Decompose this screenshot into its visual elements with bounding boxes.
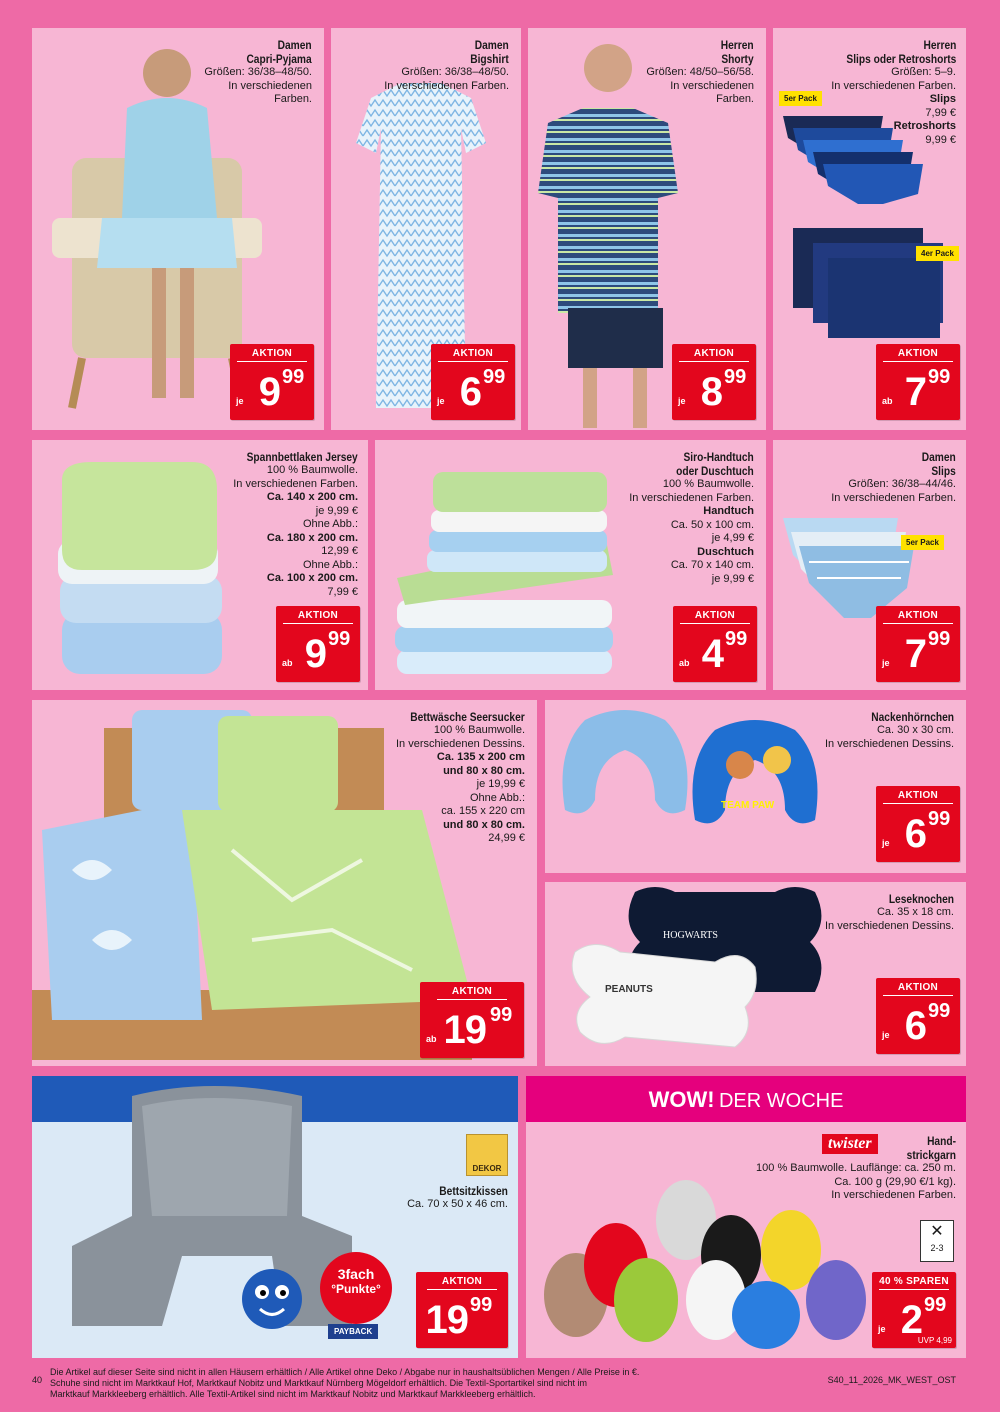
needle-size-icon: [920, 1220, 954, 1262]
product-desc: In verschiedenen Dessins.: [824, 737, 954, 750]
der-woche-label: DER WOCHE: [718, 1090, 844, 1112]
pack-badge: 4er Pack: [916, 246, 959, 261]
product-desc: Farben.: [716, 93, 754, 105]
footer-disclaimer: [50, 1367, 690, 1400]
product-size: ca. 155 x 220 cm: [441, 805, 525, 817]
panel-siro-handtuch: [375, 440, 766, 690]
variant-price: 7,99 €: [327, 585, 358, 598]
disclaimer-line: Die Artikel auf dieser Seite sind nicht in allen Häusern erhältlich / Alle Artikel ohne Deko / Abgabe nur in haushaltsüblichen Mengen / Alle Preise in €.: [50, 1367, 640, 1377]
variant-price: 12,99 €: [321, 545, 358, 557]
price-prefix: ab: [282, 658, 293, 668]
product-note: Ohne Abb.:: [469, 791, 525, 804]
price-integer: 7: [904, 632, 926, 676]
price-tag: [876, 606, 960, 682]
price-decimal: 99: [928, 366, 951, 388]
product-desc: In verschiedenen Dessins.: [395, 737, 525, 750]
product-desc: Farben.: [274, 93, 312, 105]
variant-name: Duschtuch: [697, 545, 754, 558]
price-decimal: 99: [470, 1294, 493, 1316]
bettwaesche-text: [390, 710, 525, 846]
price-integer: 4: [701, 632, 723, 676]
aktion-label: AKTION: [876, 348, 960, 362]
panel-damen-slips: [773, 440, 966, 690]
aktion-label: AKTION: [416, 1276, 508, 1290]
pack-badge: 5er Pack: [779, 91, 822, 106]
product-title: Capri-Pyjama: [246, 52, 312, 66]
panel-spannbettlaken: [32, 440, 368, 690]
price-tag: [876, 344, 960, 420]
price-integer: 9: [304, 632, 326, 676]
wow-label: WOW!: [648, 1087, 715, 1112]
product-desc: 100 % Baumwolle.: [266, 464, 358, 476]
variant-price: je 9,99 €: [711, 572, 754, 585]
panel-shorty: [528, 28, 766, 430]
price-tag: [230, 344, 314, 420]
product-category: Herren: [721, 38, 754, 52]
price-prefix: je: [437, 396, 445, 406]
product-title: Slips oder Retroshorts: [846, 52, 956, 66]
price-decimal: 99: [724, 366, 747, 388]
price-prefix: je: [882, 658, 890, 668]
needle-size: 2-3: [930, 1243, 944, 1253]
product-desc: 100 % Baumwolle. Lauflänge: ca. 250 m.: [756, 1162, 956, 1174]
variant-price: je 19,99 €: [476, 778, 525, 790]
product-note: Ohne Abb.:: [302, 558, 358, 571]
hogwarts-logo: HOGWARTS: [663, 930, 718, 941]
price-tag: [876, 786, 960, 862]
price-integer: 19: [425, 1298, 468, 1342]
product-desc: In verschiedenen Farben.: [384, 79, 509, 92]
bigshirt-text: [384, 38, 509, 93]
product-desc: In verschiedenen Farben.: [629, 491, 754, 504]
price-integer: 2: [900, 1298, 922, 1342]
punkte-label: °Punkte°: [331, 1282, 381, 1296]
disclaimer-line: Schuhe sind nicht im Marktkauf Hof, Marktkauf Nobitz und Marktkauf Nürnberg Mögeldorf erhältlich. Die Textil-Sportartikel sind nicht im: [50, 1378, 588, 1388]
product-category: Herren: [923, 38, 956, 52]
panel-wow-der-woche: [526, 1076, 966, 1358]
product-title: Shorty: [721, 52, 754, 66]
herren-slips-text: [827, 38, 956, 147]
product-size: Ca. 100 x 200 cm.: [266, 572, 358, 584]
aktion-label: AKTION: [230, 348, 314, 362]
product-sizes: Größen: 48/50–56/58.: [646, 66, 754, 78]
aktion-label: AKTION: [431, 348, 515, 362]
aktion-label: AKTION: [673, 610, 757, 624]
panel-capri-pyjama: [32, 28, 324, 430]
price-integer: 9: [258, 370, 280, 414]
product-size: Ca. 70 x 50 x 46 cm.: [407, 1198, 508, 1210]
price-tag-sparen: [872, 1272, 956, 1348]
price-integer: 6: [904, 1004, 926, 1048]
product-desc: Ca. 100 g (29,90 €/1 kg).: [834, 1175, 956, 1188]
product-category: Damen: [921, 450, 956, 464]
product-note: Ohne Abb.:: [302, 518, 358, 530]
twister-logo: twister: [822, 1134, 878, 1154]
knitting-needles-icon: ✕: [930, 1223, 944, 1240]
price-decimal: 99: [924, 1294, 947, 1316]
price-decimal: 99: [725, 628, 748, 650]
product-desc: In verschiedenen Farben.: [831, 79, 956, 92]
price-prefix: je: [678, 396, 686, 406]
price-decimal: 99: [928, 808, 951, 830]
product-sizes: Größen: 5–9.: [891, 66, 956, 78]
aktion-label: AKTION: [876, 610, 960, 624]
product-size: Ca. 140 x 200 cm.: [266, 491, 358, 503]
aktion-label: AKTION: [672, 348, 756, 362]
product-size: Ca. 135 x 200 cm: [436, 751, 525, 763]
product-title: Leseknochen: [888, 892, 954, 906]
product-title: Bettsitzkissen: [439, 1184, 508, 1198]
peanuts-logo: PEANUTS: [605, 984, 653, 995]
variant-price: je 4,99 €: [711, 532, 754, 544]
payback-logo: PAYBACK: [328, 1324, 378, 1339]
price-decimal: 99: [490, 1004, 513, 1026]
nackenhoernchen-text: [825, 710, 954, 751]
pack-badge: 5er Pack: [901, 535, 944, 550]
price-prefix: ab: [679, 658, 690, 668]
product-title: Bigshirt: [470, 52, 509, 66]
price-integer: 6: [904, 812, 926, 856]
disclaimer-line: Marktkauf Markkleeberg erhältlich. Alle Textil-Artikel sind nicht im Marktkauf Nobitz und Marktkauf Markkleeberg erhältlich.: [50, 1389, 536, 1399]
product-title: Nackenhörnchen: [871, 710, 954, 724]
wow-header-bar: [526, 1076, 966, 1122]
spannbettlaken-text: [227, 450, 358, 599]
product-size: Ca. 35 x 18 cm.: [876, 906, 954, 918]
price-tag: [416, 1272, 508, 1348]
damen-slips-text: [831, 450, 956, 505]
punkte-multiplier: 3fach: [337, 1266, 375, 1282]
price-decimal: 99: [928, 1000, 951, 1022]
page-code: S40_11_2026_MK_WEST_OST: [827, 1375, 956, 1385]
aktion-label: AKTION: [876, 982, 960, 996]
product-desc: In verschiedenen Farben.: [233, 477, 358, 490]
panel-leseknochen: [545, 882, 966, 1066]
variant-name: Handtuch: [703, 505, 754, 517]
price-tag: [431, 344, 515, 420]
team-paw-logo: TEAM PAW: [721, 800, 775, 811]
product-size: und 80 x 80 cm.: [443, 818, 525, 831]
product-category: Damen: [277, 38, 312, 52]
price-decimal: 99: [282, 366, 305, 388]
panel-herren-slips: [773, 28, 966, 430]
product-size: Ca. 180 x 200 cm.: [266, 531, 358, 544]
page-number: 40: [32, 1375, 43, 1385]
price-prefix: je: [882, 1030, 890, 1040]
product-desc: In verschiedenen Dessins.: [824, 919, 954, 932]
price-tag: [276, 606, 360, 682]
aktion-label: AKTION: [420, 986, 524, 1000]
product-title: Bettwäsche Seersucker: [410, 710, 525, 724]
price-tag: [420, 982, 524, 1058]
price-decimal: 99: [928, 628, 951, 650]
variant-price: 24,99 €: [488, 832, 525, 844]
product-desc: In verschiedenen: [670, 79, 754, 92]
payback-mascot-icon: [232, 1254, 312, 1344]
panel-bettwaesche: [32, 700, 537, 1066]
product-category: Damen: [474, 38, 509, 52]
variant-name: Retroshorts: [893, 120, 956, 132]
leseknochen-text: [825, 892, 954, 933]
product-size: und 80 x 80 cm.: [443, 764, 525, 777]
product-desc: In verschiedenen Farben.: [831, 1189, 956, 1201]
price-tag: [876, 978, 960, 1054]
product-desc: 100 % Baumwolle.: [662, 478, 754, 490]
aktion-label: AKTION: [276, 610, 360, 624]
product-size: Ca. 50 x 100 cm.: [670, 518, 754, 531]
price-integer: 8: [700, 370, 722, 414]
wool-skeins-image: [536, 1180, 876, 1350]
uvp-price: UVP 4,99: [917, 1336, 952, 1345]
product-sizes: Größen: 36/38–48/50.: [401, 66, 509, 78]
pyjama-text: [204, 38, 312, 107]
product-size: Ca. 70 x 140 cm.: [670, 559, 754, 571]
product-desc: 100 % Baumwolle.: [433, 724, 525, 736]
product-title: oder Duschtuch: [676, 464, 754, 478]
price-integer: 19: [443, 1008, 486, 1052]
product-title: Slips: [931, 464, 956, 478]
variant-price: 9,99 €: [925, 133, 956, 146]
price-integer: 6: [459, 370, 481, 414]
shorty-text: [646, 38, 754, 107]
sparen-label: 40 % SPAREN: [872, 1276, 956, 1290]
panel-bettsitzkissen: [32, 1076, 518, 1358]
price-prefix: je: [878, 1324, 886, 1334]
aktion-label: AKTION: [876, 790, 960, 804]
price-tag: [673, 606, 757, 682]
price-decimal: 99: [328, 628, 351, 650]
product-title: Siro-Handtuch: [683, 450, 754, 464]
variant-price: je 9,99 €: [315, 504, 358, 517]
variant-price: 7,99 €: [925, 106, 956, 119]
punkte-badge: [320, 1252, 392, 1324]
bettsitzkissen-text: [407, 1184, 508, 1212]
product-sizes: Größen: 36/38–44/46.: [848, 478, 956, 490]
price-prefix: ab: [426, 1034, 437, 1044]
product-desc: In verschiedenen Farben.: [831, 491, 956, 504]
siro-handtuch-text: [629, 450, 754, 586]
dekor-label: DEKOR: [472, 1164, 502, 1173]
variant-name: Slips: [929, 93, 956, 105]
dekor-logo: [466, 1134, 508, 1176]
product-title: Hand-: [927, 1134, 956, 1148]
price-tag: [672, 344, 756, 420]
price-prefix: je: [236, 396, 244, 406]
price-decimal: 99: [483, 366, 506, 388]
price-integer: 7: [904, 370, 926, 414]
price-prefix: ab: [882, 396, 893, 406]
product-size: Ca. 30 x 30 cm.: [876, 724, 954, 736]
price-prefix: je: [882, 838, 890, 848]
product-sizes: Größen: 36/38–48/50.: [204, 66, 312, 78]
product-title: Spannbettlaken Jersey: [246, 450, 358, 464]
panel-bigshirt: [331, 28, 521, 430]
panel-nackenhoernchen: [545, 700, 966, 873]
product-title: strickgarn: [906, 1148, 956, 1162]
product-desc: In verschiedenen: [228, 79, 312, 92]
